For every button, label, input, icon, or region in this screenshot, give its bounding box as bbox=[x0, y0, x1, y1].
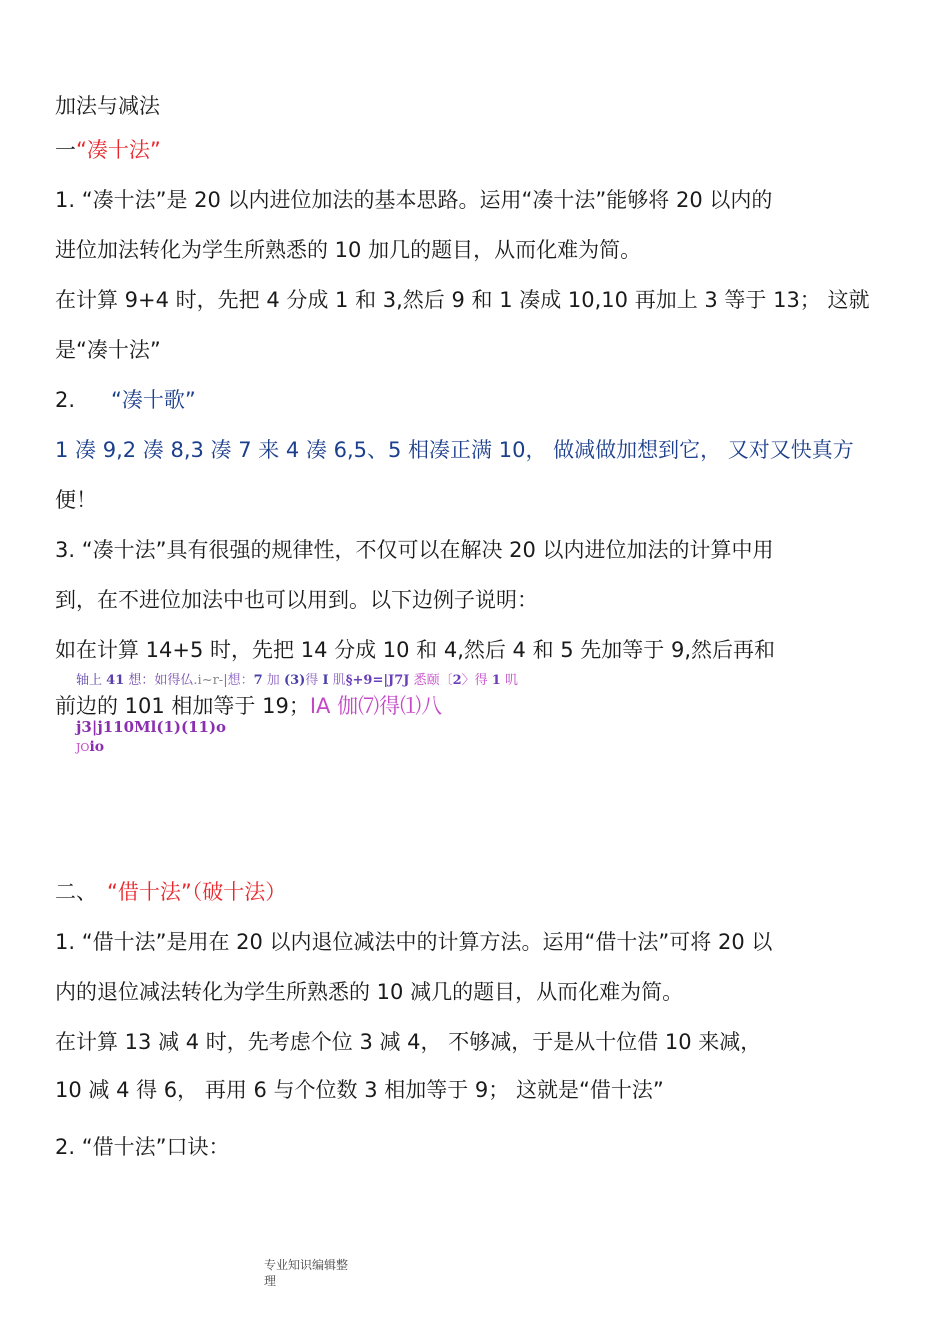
sec1-item2-number: 2. bbox=[55, 388, 76, 412]
garbled-ocr-line2: j3|j110Ml(1)(11)o bbox=[76, 718, 227, 736]
footer-line2: 理 bbox=[264, 1274, 277, 1288]
section-1-prefix: 一 bbox=[55, 138, 76, 162]
section-2-title: “借十法”（破十法） bbox=[107, 880, 287, 904]
sec2-para1-line1: 1. “借十法”是用在 20 以内退位减法中的计算方法。运用“借十法”可将 20 以 bbox=[55, 930, 773, 954]
sec2-para1-line2: 内的退位减法转化为学生所熟悉的 10 减几的题目，从而化难为简。 bbox=[55, 980, 684, 1004]
sec1-para3-line2: 到，在不进位加法中也可以用到。以下边例子说明： bbox=[55, 588, 538, 612]
garbled-ocr-line3: JOio bbox=[76, 739, 105, 755]
section-1-heading bbox=[55, 136, 161, 164]
sec1-para2-line2: 是“凑十法” bbox=[55, 338, 161, 362]
sec1-para1-line2: 进位加法转化为学生所熟悉的 10 加几的题目，从而化难为简。 bbox=[55, 238, 642, 262]
sec1-item2-heading bbox=[55, 386, 196, 414]
document-title: 加法与减法 bbox=[55, 94, 160, 118]
song-line2: 便！ bbox=[55, 488, 97, 512]
sec1-para4-line1: 如在计算 14+5 时，先把 14 分成 10 和 4,然后 4 和 5 先加等于 9,然后再和 bbox=[55, 638, 776, 662]
sec1-item2-title: “凑十歌” bbox=[111, 388, 196, 412]
section-1-title: “凑十法” bbox=[76, 138, 161, 162]
sec1-para2-line1: 在计算 9+4 时，先把 4 分成 1 和 3,然后 9 和 1 凑成 10,10 再加上 3 等于 13； 这就 bbox=[55, 288, 870, 312]
section-2-prefix: 二、 bbox=[55, 880, 97, 904]
song-line1: 1 凑 9,2 凑 8,3 凑 7 来 4 凑 6,5、5 相凑正满 10， 做减做加想到它， 又对又快真方 bbox=[55, 438, 854, 462]
footer-line1: 专业知识编辑整 bbox=[264, 1258, 349, 1272]
sec2-para2-line2: 10 减 4 得 6， 再用 6 与个位数 3 相加等于 9； 这就是“借十法” bbox=[55, 1078, 664, 1102]
sec1-para4-line2-pink: IA 伽⑺得⑴八 bbox=[309, 694, 443, 718]
sec1-para4-line2 bbox=[55, 692, 442, 720]
garbled-ocr-line1: 轴上 41 想：如得仏.i~r-|想：7 加 (3)得 I 肌§+9=|J7J 悉颐〔2〉得 1 叽 bbox=[76, 673, 518, 688]
sec2-para2-line1: 在计算 13 减 4 时，先考虑个位 3 减 4， 不够减，于是从十位借 10 来减， bbox=[55, 1030, 762, 1054]
sec1-para4-line2-text: 前边的 101 相加等于 19； bbox=[55, 694, 310, 718]
sec1-para1-line1: 1. “凑十法”是 20 以内进位加法的基本思路。运用“凑十法”能够将 20 以内的 bbox=[55, 188, 773, 212]
sec2-item2-heading: 2. “借十法”口诀： bbox=[55, 1135, 230, 1159]
sec1-para3-line1: 3. “凑十法”具有很强的规律性，不仅可以在解决 20 以内进位加法的计算中用 bbox=[55, 538, 774, 562]
section-2-heading bbox=[55, 878, 286, 906]
